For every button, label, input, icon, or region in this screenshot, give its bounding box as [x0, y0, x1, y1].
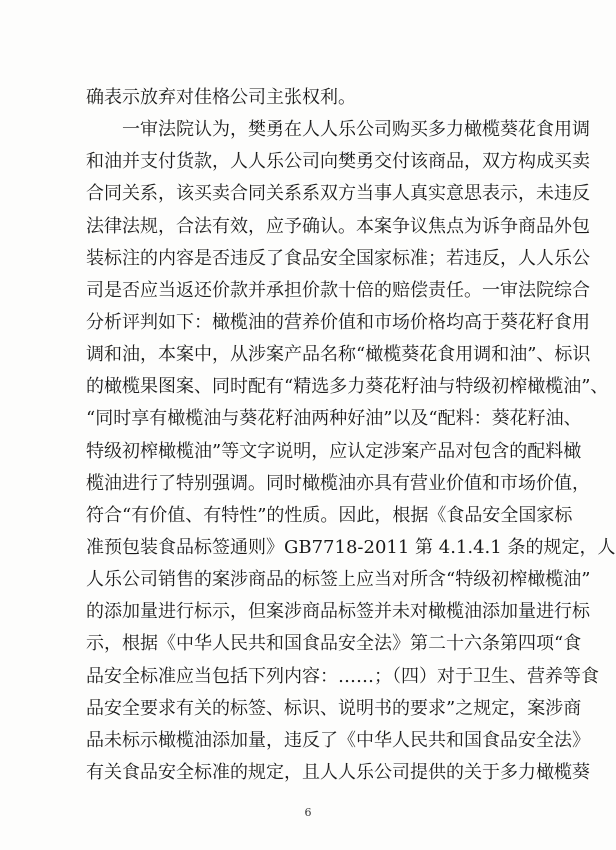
- text-line: 准预包装食品标签通则》GB7718-2011 第 4.1.4.1 条的规定，人: [86, 536, 616, 558]
- text-line: 示，根据《中华人民共和国食品安全法》第二十六条第四项“食: [86, 633, 582, 655]
- document-body: [86, 82, 616, 789]
- text-line: 品安全要求有关的标签、标识、说明书的要求”之规定，案涉商: [86, 697, 582, 719]
- text-line: 有关食品安全标准的规定，且人人乐公司提供的关于多力橄榄葵: [86, 761, 590, 783]
- text-line: 分析评判如下：橄榄油的营养价值和市场价格均高于葵花籽食用: [86, 311, 590, 333]
- text-line: “同时享有橄榄油与葵花籽油两种好油”以及“配料：葵花籽油、: [86, 408, 582, 430]
- text-line: 品安全标准应当包括下列内容：……；（四）对于卫生、营养等食: [86, 665, 599, 687]
- text-line: 品未标示橄榄油添加量，违反了《中华人民共和国食品安全法》: [86, 729, 590, 751]
- text-line: 确表示放弃对佳格公司主张权利。: [86, 87, 356, 108]
- text-line: 的橄榄果图案、同时配有“精选多力葵花籽油与特级初榨橄榄油”、: [86, 376, 609, 398]
- text-line: 和油并支付货款，人人乐公司向樊勇交付该商品，双方构成买卖: [86, 151, 590, 173]
- text-line: 人乐公司销售的案涉商品的标签上应当对所含“特级初榨橄榄油”: [86, 569, 591, 591]
- text-line: 合同关系，该买卖合同关系系双方当事人真实意思表示，未违反: [86, 183, 590, 205]
- text-line: 符合“有价值、有特性”的性质。因此，根据《食品安全国家标: [86, 504, 573, 526]
- text-line: 法律法规，合法有效，应予确认。本案争议焦点为诉争商品外包: [86, 215, 590, 237]
- text-line: 装标注的内容是否违反了食品安全国家标准；若违反，人人乐公: [86, 247, 590, 269]
- text-line: 一审法院认为，樊勇在人人乐公司购买多力橄榄葵花食用调: [122, 119, 590, 141]
- text-line: 特级初榨橄榄油”等文字说明，应认定涉案产品对包含的配料橄: [86, 440, 582, 462]
- text-line: 司是否应当返还价款并承担价款十倍的赔偿责任。一审法院综合: [86, 279, 590, 301]
- text-line: 榄油进行了特别强调。同时橄榄油亦具有营业价值和市场价值，: [86, 472, 590, 494]
- text-line: 调和油，本案中，从涉案产品名称“橄榄葵花食用调和油”、标识: [86, 344, 591, 366]
- text-line: 的添加量进行标示，但案涉商品标签并未对橄榄油添加量进行标: [86, 601, 590, 623]
- page-number: 6: [304, 806, 312, 819]
